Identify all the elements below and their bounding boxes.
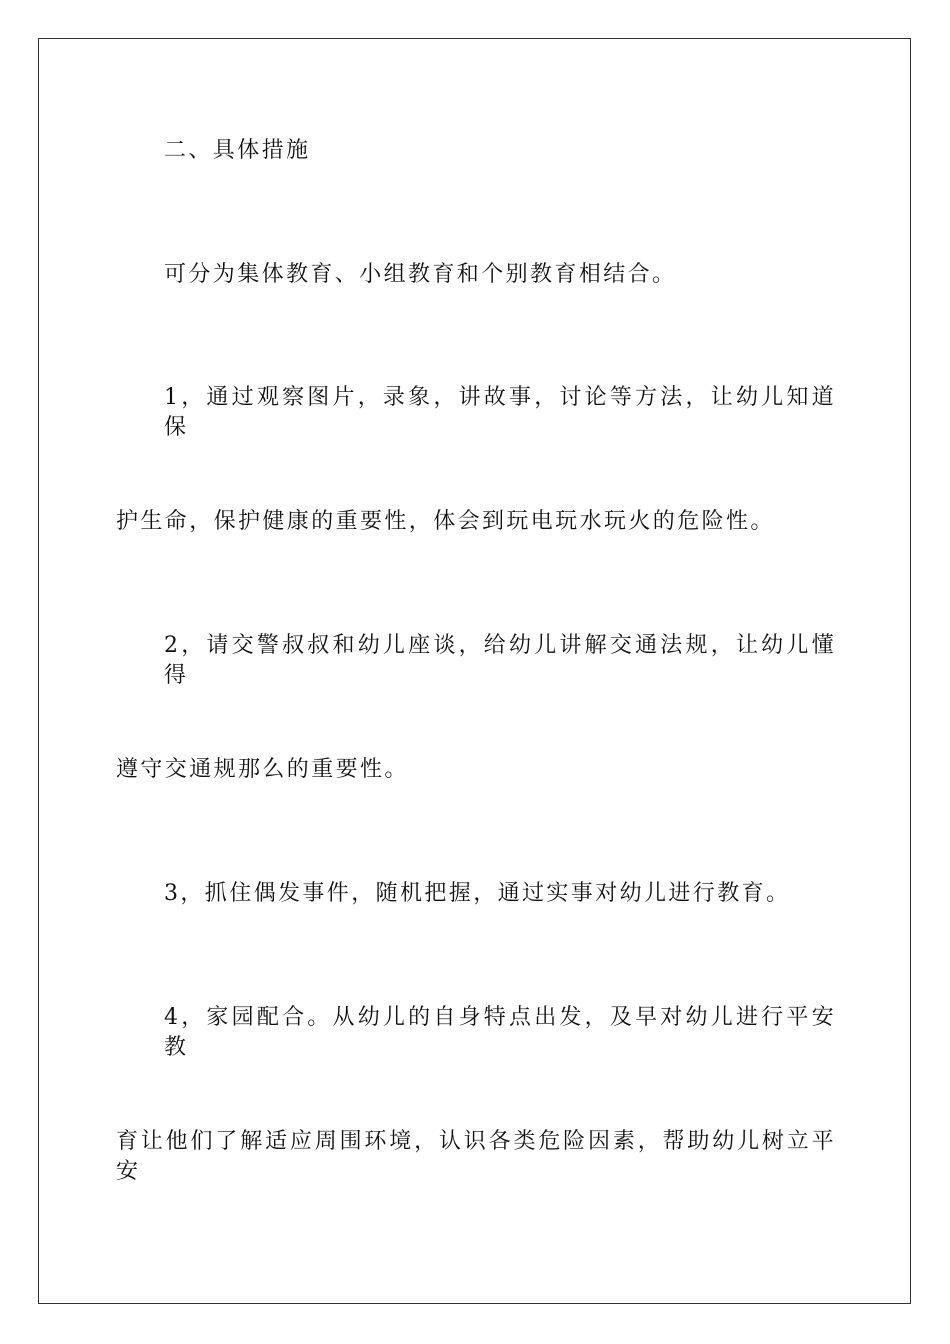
paragraph-3-line-2: 遵守交通规那么的重要性。 [116,757,409,782]
paragraph-2-line-1: 1，通过观察图片，录象，讲故事，讨论等方法，让幼儿知道保 [164,385,836,440]
paragraph-1-line-1: 可分为集体教育、小组教育和个别教育相结合。 [164,262,677,287]
paragraph-4-line-1: 3，抓住偶发事件，随机把握，通过实事对幼儿进行教育。 [164,881,791,906]
paragraph-5-line-1: 4，家园配合。从幼儿的自身特点出发，及早对幼儿进行平安教 [164,1005,836,1060]
section-heading: 二、具体措施 [164,138,311,163]
paragraph-5-line-2: 育让他们了解适应周围环境，认识各类危险因素，帮助幼儿树立平安 [116,1129,836,1184]
paragraph-2-line-2: 护生命，保护健康的重要性，体会到玩电玩水玩火的危险性。 [116,509,775,534]
paragraph-3-line-1: 2，请交警叔叔和幼儿座谈，给幼儿讲解交通法规，让幼儿懂得 [164,633,836,688]
